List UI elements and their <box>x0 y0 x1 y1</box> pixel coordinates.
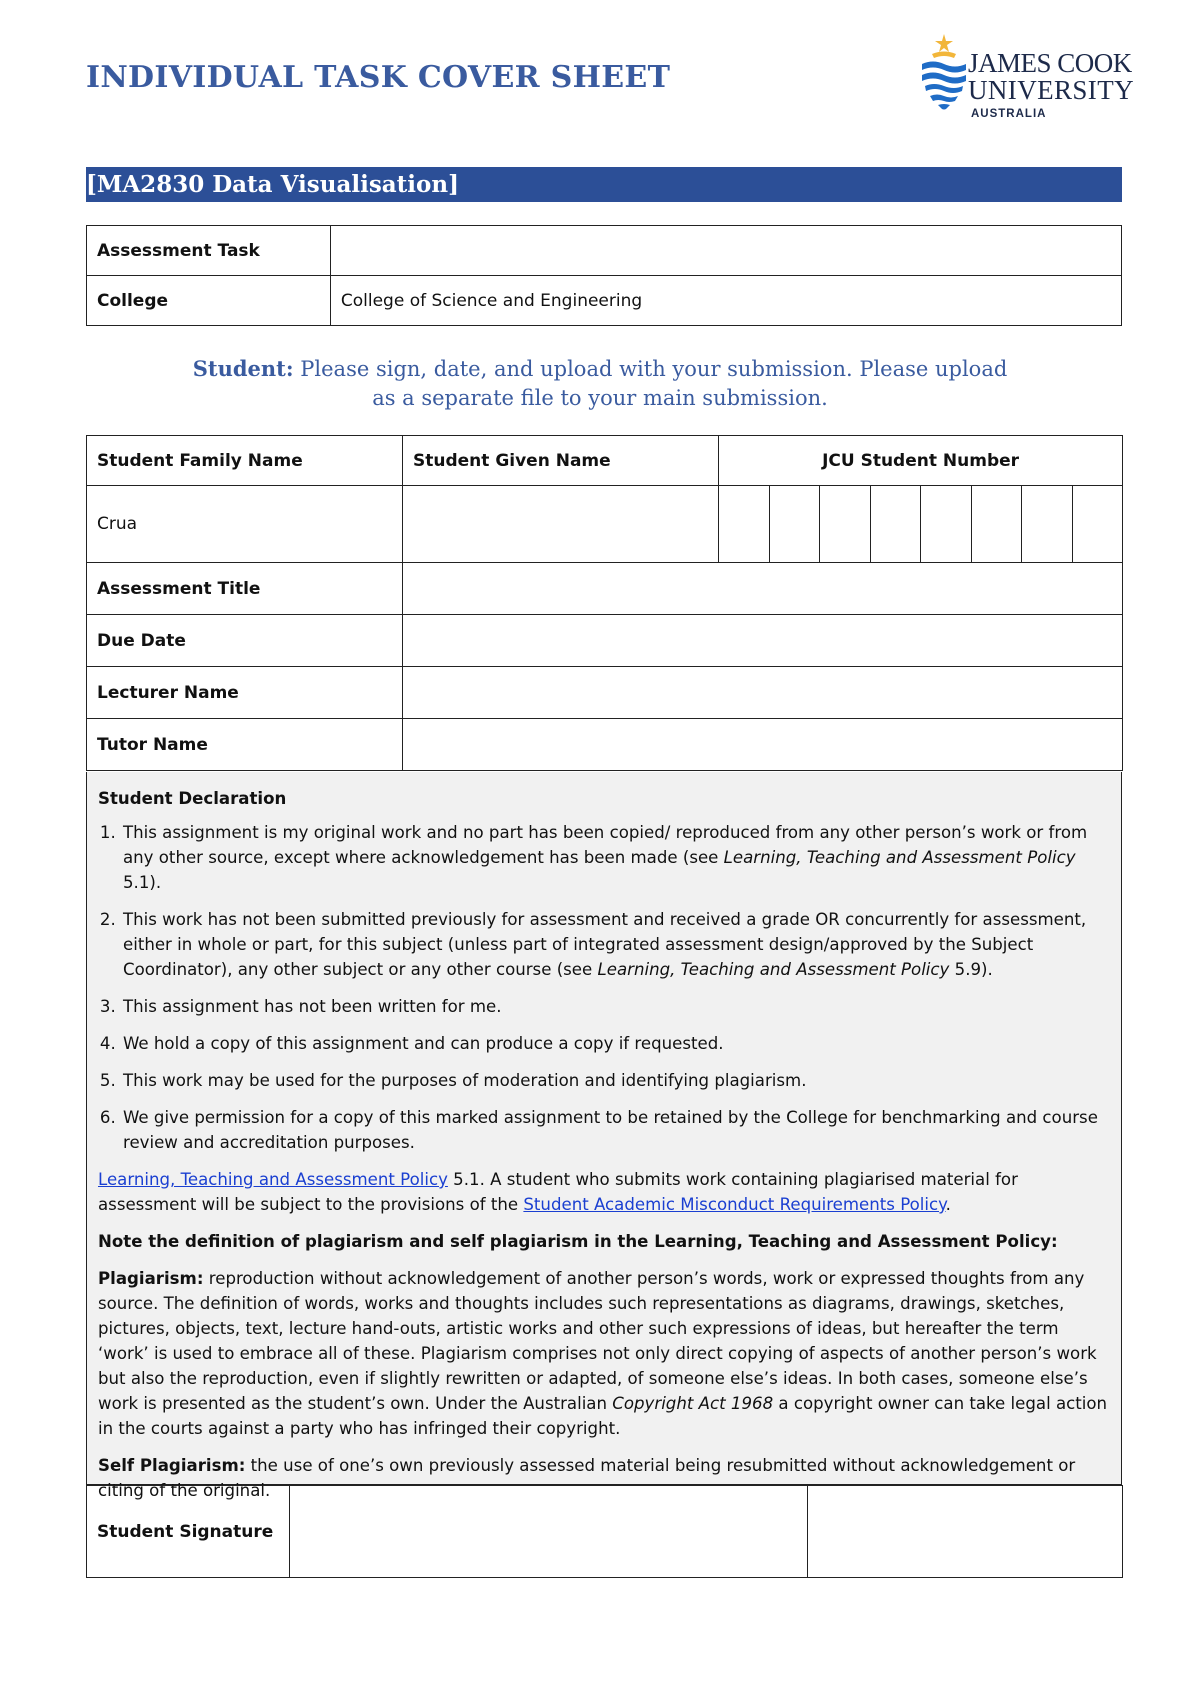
plagiarism-text: reproduction without acknowledgement of another person’s words, work or expressed thoughts from any source. The definition of words, works and thoughts includes such representations as diagrams, drawings, sketches, pictures, objects, text, lecture hand-outs, artistic works and other such expressions of ideas, but hereafter the term ‘work’ is used to embrace all of these. Plagiarism comprises not only direct copying of aspects of another person’s work but also the reproduction, even if slightly rewritten or adapted, of someone else’s ideas. In both cases, someone else’s work is presented as the student’s own. Under the Australian <box>98 1269 1097 1413</box>
student-declaration <box>86 772 1122 1500</box>
misconduct-policy-link[interactable]: Student Academic Misconduct Requirements Policy <box>523 1195 946 1214</box>
logo-emblem-icon <box>918 32 970 110</box>
declaration-item <box>121 994 1111 1019</box>
due-date-field[interactable] <box>403 615 1123 667</box>
signature-date-field[interactable] <box>808 1486 1123 1578</box>
family-name-label: Student Family Name <box>87 436 403 486</box>
policy-text: 5.1. A student who submits work containing plagiarised material for assessment will be subject to the provisions of the <box>98 1170 1018 1214</box>
college-field[interactable]: College of Science and Engineering <box>330 276 1121 326</box>
college-label: College <box>87 276 331 326</box>
declaration-item-policy: Learning, Teaching and Assessment Policy <box>723 848 1076 867</box>
copyright-act: Copyright Act 1968 <box>612 1394 774 1413</box>
lecturer-name-label: Lecturer Name <box>87 667 403 719</box>
policy-end: . <box>945 1195 951 1214</box>
student-number-digit[interactable] <box>820 486 871 563</box>
student-number-digit[interactable] <box>921 486 972 563</box>
assessment-task-field[interactable] <box>330 226 1121 276</box>
declaration-item-text: This work has not been submitted previously for assessment and received a grade OR concurrently for assessment, either in whole or part, for this subject (unless part of integrated assessment design/approved by the Subject Coordinator), any other subject or any other course (see <box>123 910 1087 979</box>
student-number-digit[interactable] <box>769 486 820 563</box>
declaration-title: Student Declaration <box>98 789 287 808</box>
instruction-line1: Please sign, date, and upload with your submission. Please upload <box>293 357 1008 381</box>
plagiarism-label: Plagiarism: <box>98 1269 204 1288</box>
declaration-item-end: ). <box>149 873 162 892</box>
signature-table <box>86 1485 1123 1578</box>
declaration-item <box>121 1068 1111 1093</box>
lecturer-name-field[interactable] <box>403 667 1123 719</box>
due-date-label: Due Date <box>87 615 403 667</box>
logo-text-line2: UNIVERSITY <box>968 75 1134 105</box>
given-name-field[interactable] <box>403 486 719 563</box>
assessment-title-field[interactable] <box>403 563 1123 615</box>
student-number-label: JCU Student Number <box>719 436 1123 486</box>
declaration-item <box>121 1105 1111 1155</box>
declaration-item <box>121 820 1111 895</box>
declaration-item-text: We hold a copy of this assignment and can produce a copy if requested. <box>123 1034 724 1053</box>
policy-link[interactable]: Learning, Teaching and Assessment Policy <box>98 1170 448 1189</box>
submission-instruction <box>150 354 1050 413</box>
instruction-line2: as a separate file to your main submission. <box>372 386 828 410</box>
signature-field[interactable] <box>290 1486 808 1578</box>
family-name-field[interactable]: Crua <box>87 486 403 563</box>
assessment-title-label: Assessment Title <box>87 563 403 615</box>
student-number-digit[interactable] <box>870 486 921 563</box>
policy-paragraph <box>98 1167 1111 1217</box>
student-details-table <box>86 435 1123 771</box>
plagiarism-definition <box>98 1266 1111 1441</box>
declaration-item-ref: 5.9 <box>949 960 982 979</box>
signature-label: Student Signature <box>87 1486 290 1578</box>
self-plagiarism-text: the use of one’s own previously assessed material being resubmitted without acknowledgement or citing of the original. <box>98 1456 1076 1500</box>
declaration-item-end: ). <box>981 960 993 979</box>
assessment-task-label: Assessment Task <box>87 226 331 276</box>
declaration-item-ref: 5.1 <box>123 873 150 892</box>
student-number-digit[interactable] <box>1072 486 1123 563</box>
self-plagiarism-label: Self Plagiarism: <box>98 1456 246 1475</box>
assessment-task-table <box>86 225 1122 326</box>
university-logo <box>918 32 1134 122</box>
student-number-digit[interactable] <box>971 486 1022 563</box>
tutor-name-label: Tutor Name <box>87 719 403 771</box>
student-number-digit[interactable] <box>719 486 770 563</box>
declaration-item-text: This assignment has not been written for me. <box>123 997 502 1016</box>
declaration-item-policy: Learning, Teaching and Assessment Policy <box>597 960 950 979</box>
page-title: INDIVIDUAL TASK COVER SHEET <box>86 60 671 95</box>
plagiarism-text-end: a copyright owner can take legal action in the courts against a party who has infringed their copyright. <box>98 1394 1108 1438</box>
logo-text-line3: AUSTRALIA <box>971 108 1047 120</box>
student-number-digit[interactable] <box>1022 486 1073 563</box>
declaration-item-text: We give permission for a copy of this marked assignment to be retained by the College for benchmarking and course review and accreditation purposes. <box>123 1108 1098 1152</box>
declaration-item <box>121 907 1111 982</box>
declaration-item-text: This assignment is my original work and no part has been copied/ reproduced from any other person’s work or from any other source, except where acknowledgement has been made (see <box>123 823 1088 867</box>
logo-text-line1: JAMES COOK <box>968 48 1132 78</box>
given-name-label: Student Given Name <box>403 436 719 486</box>
plagiarism-note-text: Note the definition of plagiarism and self plagiarism in the Learning, Teaching and Assessment Policy: <box>98 1232 1058 1251</box>
instruction-lead: Student: <box>192 356 294 381</box>
declaration-list <box>98 820 1111 1155</box>
subject-banner: [MA2830 Data Visualisation] <box>86 167 1122 202</box>
tutor-name-field[interactable] <box>403 719 1123 771</box>
declaration-item-text: This work may be used for the purposes of moderation and identifying plagiarism. <box>123 1071 807 1090</box>
plagiarism-note <box>98 1229 1111 1254</box>
declaration-item <box>121 1031 1111 1056</box>
